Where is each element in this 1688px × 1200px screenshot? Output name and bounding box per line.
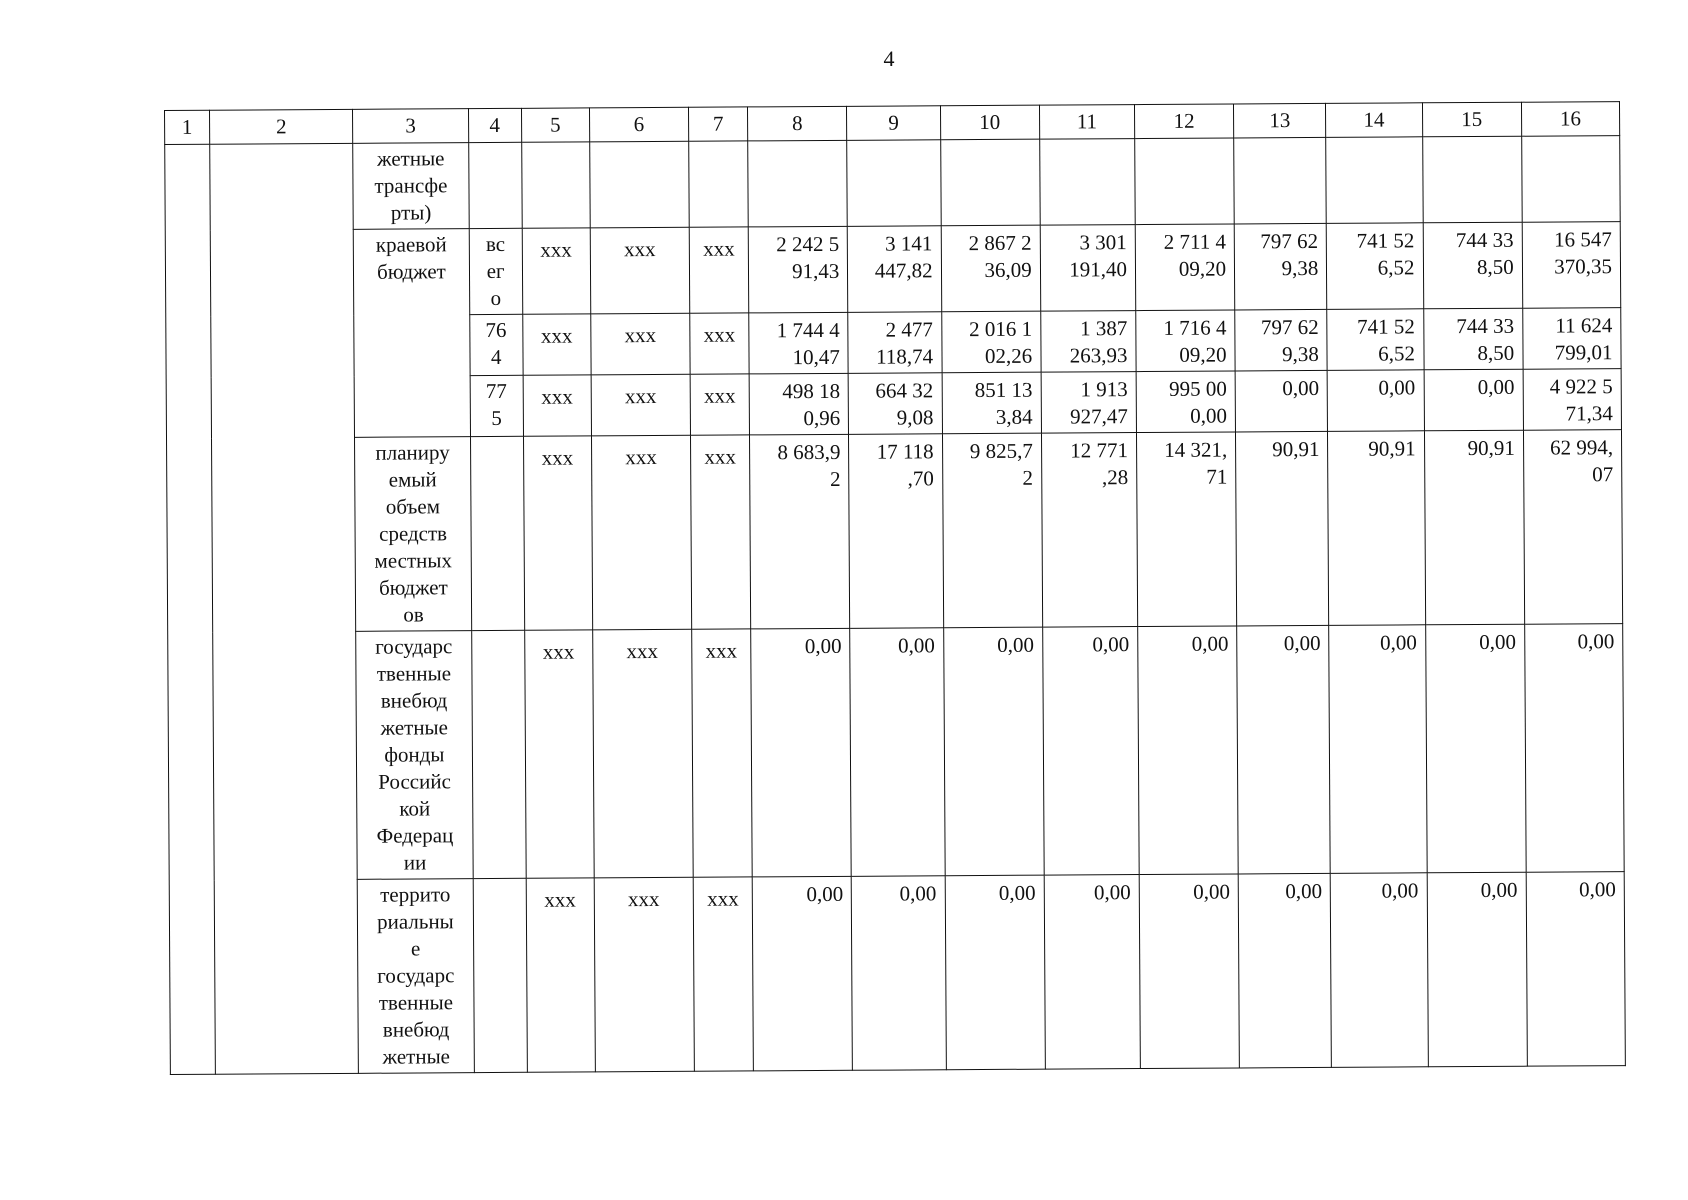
column-number: 12 [1134, 104, 1233, 139]
kbk-cell: 76 4 [469, 314, 522, 375]
code-cell: ххх [593, 629, 694, 878]
value-cell: 0,00 [1237, 625, 1331, 874]
value-cell: 0,00 [1329, 625, 1427, 874]
value-cell [847, 140, 941, 227]
value-cell: 3 141 447,82 [848, 226, 942, 313]
value-cell: 16 547 370,35 [1522, 222, 1621, 309]
code-cell: ххх [690, 374, 749, 435]
value-cell: 90,91 [1236, 431, 1329, 626]
code-cell: ххх [591, 435, 691, 630]
value-cell: 2 016 1 02,26 [941, 311, 1041, 373]
code-cell: ххх [691, 435, 751, 629]
value-cell: 1 387 263,93 [1040, 311, 1136, 373]
value-cell: 0,00 [1427, 872, 1527, 1067]
value-cell: 0,00 [945, 875, 1045, 1070]
column-number: 4 [468, 108, 521, 142]
code-cell: ххх [590, 227, 690, 314]
column-number: 14 [1326, 103, 1422, 138]
value-cell: 744 33 8,50 [1423, 222, 1523, 309]
column-1-cell [165, 144, 216, 1074]
code-cell [590, 141, 690, 228]
value-cell: 62 994, 07 [1523, 430, 1622, 625]
table-row [165, 136, 1620, 231]
value-cell [1039, 139, 1135, 226]
value-cell: 0,00 [1424, 369, 1524, 431]
value-cell: 0,00 [1425, 624, 1526, 873]
value-cell: 741 52 6,52 [1327, 309, 1424, 371]
value-cell: 995 00 0,00 [1136, 371, 1236, 433]
value-cell: 851 13 3,84 [942, 372, 1042, 434]
column-number: 1 [165, 110, 210, 144]
code-cell: ххх [689, 227, 749, 313]
budget-table [164, 101, 1626, 1075]
value-cell: 0,00 [1138, 626, 1239, 875]
value-cell: 1 744 4 10,47 [749, 312, 849, 374]
column-number: 13 [1234, 103, 1326, 138]
source-cell: планиру емый объем средств местных бюджет ов [355, 437, 471, 632]
value-cell: 0,00 [1235, 370, 1328, 432]
table-row [169, 872, 1625, 1075]
code-cell [521, 142, 590, 228]
code-cell: ххх [591, 313, 691, 375]
code-cell: ххх [693, 877, 753, 1071]
value-cell: 0,00 [850, 628, 945, 877]
value-cell: 2 711 4 09,20 [1135, 224, 1235, 311]
code-cell [689, 141, 749, 227]
value-cell: 0,00 [1524, 624, 1624, 873]
column-number: 15 [1422, 102, 1521, 137]
code-cell: ххх [526, 878, 595, 1072]
code-cell: ххх [692, 629, 753, 877]
code-cell: ххх [524, 630, 594, 878]
value-cell: 11 624 799,01 [1522, 308, 1621, 370]
code-cell: ххх [523, 436, 592, 630]
value-cell: 0,00 [1042, 627, 1139, 876]
column-2-cell [210, 143, 359, 1074]
value-cell: 0,00 [1327, 370, 1424, 432]
column-number: 11 [1039, 105, 1134, 140]
value-cell: 0,00 [751, 628, 852, 877]
column-number: 6 [589, 107, 688, 142]
value-cell: 90,91 [1424, 430, 1524, 625]
table-row [165, 222, 1620, 317]
column-number: 7 [689, 107, 748, 141]
column-number: 3 [353, 109, 468, 144]
kbk-cell [468, 142, 522, 228]
value-cell: 8 683,9 2 [750, 434, 850, 629]
page-number: 4 [883, 46, 895, 71]
value-cell: 0,00 [1238, 873, 1331, 1068]
value-cell: 90,91 [1328, 431, 1425, 626]
column-number: 5 [521, 108, 589, 142]
value-cell [748, 140, 848, 227]
value-cell: 14 321, 71 [1136, 432, 1236, 627]
code-cell: ххх [690, 313, 749, 374]
kbk-cell [471, 630, 526, 878]
value-cell: 4 922 5 71,34 [1523, 369, 1622, 431]
value-cell: 744 33 8,50 [1423, 308, 1523, 370]
code-cell: ххх [522, 314, 590, 375]
table-row [167, 430, 1623, 633]
value-cell: 17 118 ,70 [849, 434, 943, 629]
value-cell: 3 301 191,40 [1040, 225, 1136, 312]
source-cell: государс твенные внебюд жетные фонды Российс кой Федерац ии [356, 631, 473, 880]
value-cell [940, 139, 1040, 226]
kbk-cell: вс ег о [469, 228, 523, 314]
kbk-cell [473, 878, 527, 1072]
value-cell: 2 477 118,74 [848, 312, 942, 374]
value-cell [1326, 137, 1423, 224]
value-cell [1422, 136, 1522, 223]
kbk-cell [470, 436, 524, 630]
value-cell: 2 242 5 91,43 [748, 226, 848, 313]
value-cell: 9 825,7 2 [942, 433, 1042, 628]
value-cell [1135, 138, 1235, 225]
column-number: 16 [1521, 102, 1620, 137]
value-cell: 1 716 4 09,20 [1136, 310, 1236, 372]
code-cell: ххх [522, 228, 591, 314]
value-cell: 797 62 9,38 [1235, 309, 1328, 371]
code-cell: ххх [594, 877, 694, 1072]
value-cell [1234, 137, 1327, 224]
kbk-cell: 77 5 [470, 375, 523, 436]
value-cell: 0,00 [1139, 874, 1239, 1069]
value-cell: 0,00 [1526, 872, 1625, 1067]
source-cell: террито риальны е государс твенные внебюд жетные [358, 879, 474, 1074]
value-cell: 0,00 [852, 876, 946, 1071]
code-cell: ххх [523, 375, 591, 436]
column-number: 8 [748, 106, 847, 141]
code-cell: ххх [591, 374, 691, 436]
value-cell: 0,00 [752, 876, 852, 1071]
column-number: 2 [210, 109, 353, 144]
value-cell [1521, 136, 1620, 223]
value-cell: 797 62 9,38 [1234, 223, 1327, 310]
value-cell: 0,00 [1330, 873, 1427, 1068]
column-number: 10 [940, 105, 1039, 140]
value-cell: 0,00 [943, 627, 1044, 876]
source-cell: краевой бюджет [354, 229, 471, 438]
value-cell: 498 18 0,96 [749, 373, 849, 435]
value-cell: 741 52 6,52 [1327, 223, 1424, 310]
value-cell: 0,00 [1044, 875, 1140, 1070]
value-cell: 664 32 9,08 [848, 373, 942, 435]
table-row [168, 624, 1624, 881]
value-cell: 2 867 2 36,09 [941, 225, 1041, 312]
column-number: 9 [847, 106, 940, 141]
value-cell: 1 913 927,47 [1041, 372, 1137, 434]
value-cell: 12 771 ,28 [1041, 433, 1137, 628]
source-cell: жетные трансфе рты) [353, 143, 469, 230]
